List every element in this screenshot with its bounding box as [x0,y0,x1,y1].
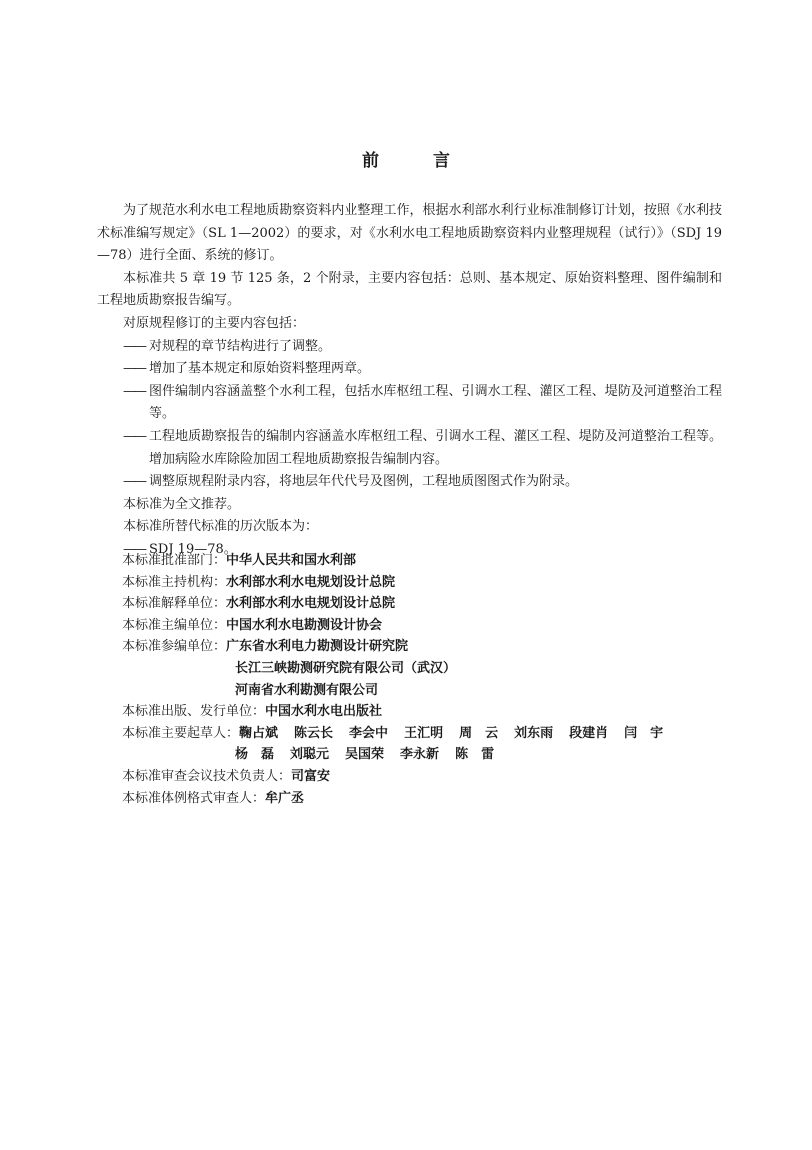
drafter-name: 闫 宇 [624,725,664,741]
foreword-body [97,200,722,562]
info-co-continuation: 长江三峡勘测研究院有限公司（武汉） [235,660,457,676]
revision-item [97,358,722,381]
drafter-name: 鞠占斌 [239,725,279,741]
paragraph-replaced-versions: 本标准所替代标准的历次版本为： [123,519,319,535]
drafters-names [239,723,679,745]
info-drafters-row [122,723,722,745]
revision-item-text: 图件编制内容涵盖整个水利工程，包括水库枢纽工程、引调水工程、灌区工程、堤防及河道整治工程等。 [149,383,722,422]
info-review-row [122,766,722,788]
info-host-row [122,572,722,594]
paragraph-purpose: 为了规范水利水电工程地质勘察资料内业整理工作，根据水利部水利行业标准制修订计划，按照《水利技术标准编写规定》（SL 1—2002）的要求，对《水利水电工程地质勘察资料内业整理规程（试行）》（SDJ 19—78）进行全面、系统的修订。 [97,203,722,264]
drafters-continuation [122,744,722,766]
drafter-name: 杨 磊 [235,747,275,763]
revision-item-text: 工程地质勘察报告的编制内容涵盖水库枢纽工程、引调水工程、灌区工程、堤防及河道整治工程等。增加病险水库除险加固工程地质勘察报告编制内容。 [149,428,722,467]
paragraph-scope: 本标准共 5 章 19 节 125 条，2 个附录，主要内容包括：总则、基本规定、原始资料整理、图件编制和工程地质勘察报告编写。 [97,270,722,309]
info-value: 牟广丞 [265,790,305,806]
info-value: 中华人民共和国水利部 [226,553,357,568]
drafter-name: 陈云长 [294,725,334,741]
replaced-version-text: SDJ 19—78。 [149,541,237,557]
info-label: 本标准参编单位： [122,639,227,655]
dash-mark: —— [123,338,145,354]
info-value: 中国水利水电出版社 [265,704,383,720]
info-format-row [122,788,722,810]
info-co-continuation: 河南省水利勘测有限公司 [235,682,379,698]
info-label: 本标准主要起草人： [122,725,240,741]
info-label: 本标准解释单位： [122,596,227,612]
info-value: 水利部水利水电规划设计总院 [226,596,396,612]
dash-mark: —— [123,474,145,490]
revision-item-text: 对规程的章节结构进行了调整。 [149,338,332,354]
info-value: 中国水利水电勘测设计协会 [226,617,383,633]
drafter-name: 李会中 [349,725,389,741]
drafter-name: 陈 雷 [455,747,495,763]
drafter-name: 刘聪元 [290,747,330,763]
info-chief-row [122,615,722,637]
revision-item-text: 调整原规程附录内容，将地层年代代号及图例，工程地质图图式作为附录。 [149,474,579,490]
info-co-row [122,636,722,658]
dash-mark: —— [123,428,145,444]
page-title: 前 言 [362,151,474,171]
info-label: 本标准出版、发行单位： [122,704,266,720]
info-label: 本标准批准部门： [122,553,227,568]
drafter-name: 段建肖 [569,725,609,741]
paragraph-revisions-intro: 对原规程修订的主要内容包括： [123,315,306,331]
drafter-name: 王汇明 [404,725,444,741]
drafter-name: 周 云 [459,725,499,741]
info-label: 本标准审查会议技术负责人： [122,768,292,784]
info-approve-row [122,550,722,572]
info-interpret-row [122,593,722,615]
drafter-name: 刘东雨 [514,725,554,741]
info-label: 本标准主编单位： [122,617,227,633]
standard-info-block [122,550,722,809]
info-value: 水利部水利水电规划设计总院 [226,574,396,590]
dash-mark: —— [123,383,145,399]
revision-item [97,426,722,471]
revision-item [97,381,722,426]
revision-item [97,336,722,359]
info-value: 司富安 [291,768,331,784]
revision-item [97,471,722,494]
drafter-name: 吴国荣 [345,747,385,763]
revision-item-text: 增加了基本规定和原始资料整理两章。 [149,361,371,377]
info-label: 本标准体例格式审查人： [122,790,266,806]
dash-mark: —— [123,541,145,557]
paragraph-recommendation: 本标准为全文推荐。 [123,496,241,512]
info-publish-row [122,701,722,723]
drafter-name: 李永新 [400,747,440,763]
dash-mark: —— [123,361,145,377]
info-value: 广东省水利电力勘测设计研究院 [226,639,409,655]
info-label: 本标准主持机构： [122,574,227,590]
